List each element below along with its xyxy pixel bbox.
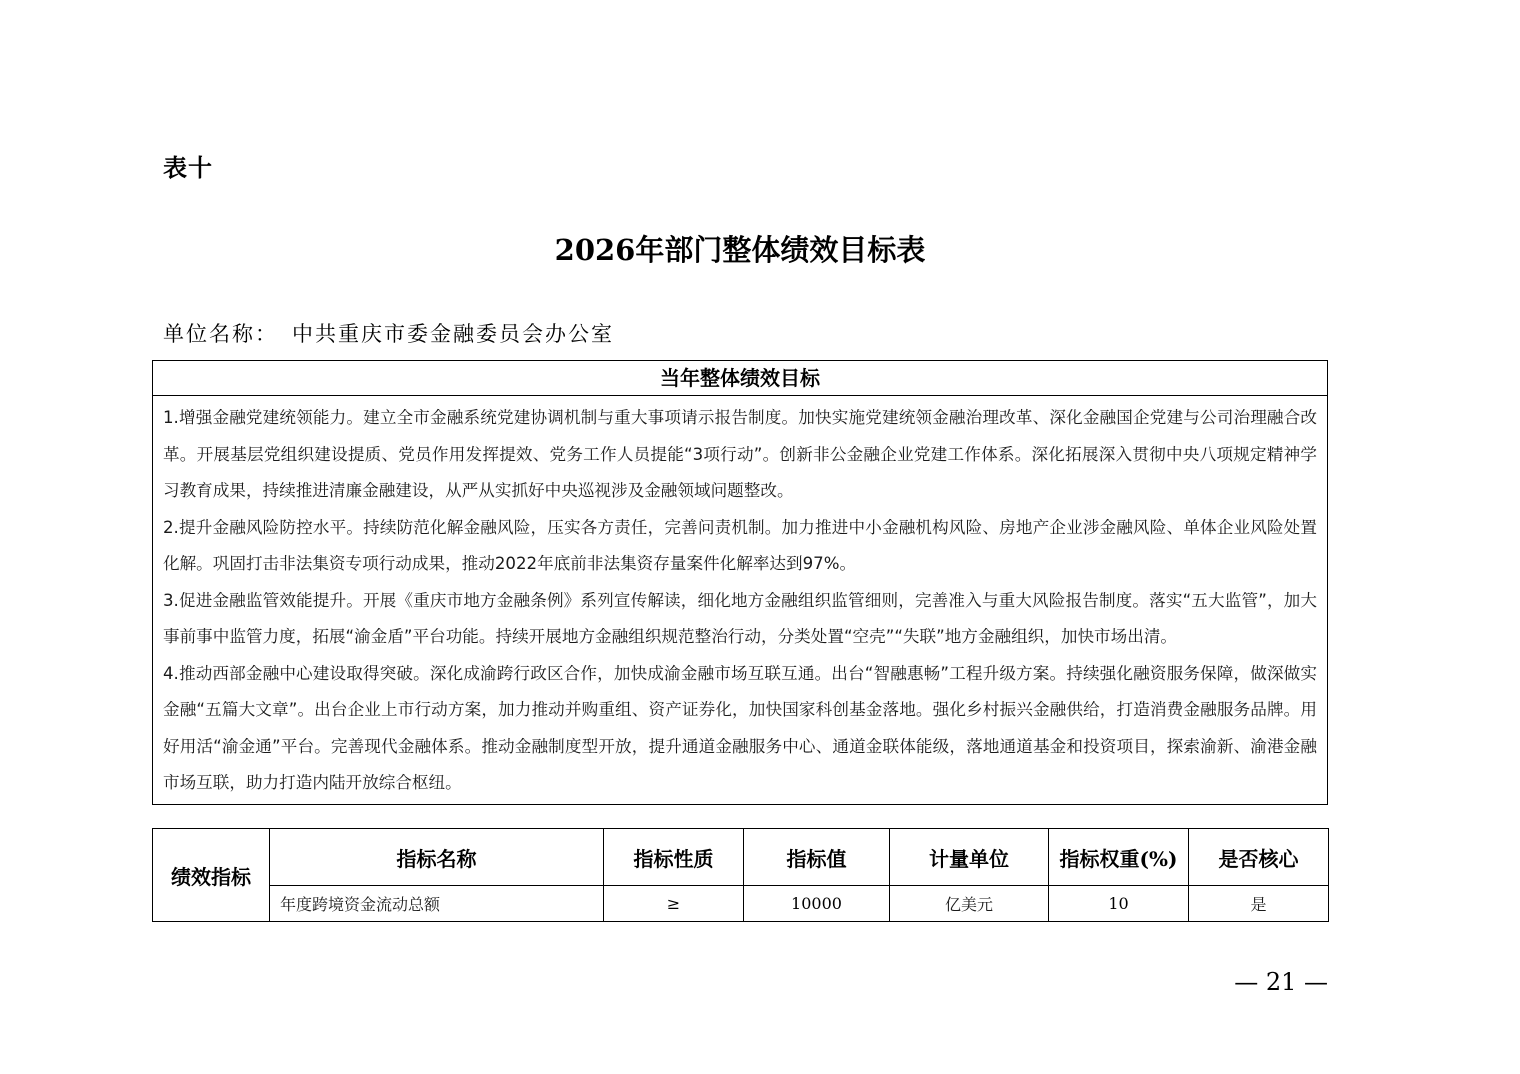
column-header-core: 是否核心 (1189, 829, 1329, 886)
metric-value-cell: 10000 (744, 886, 890, 922)
goal-paragraph-4: 4.推动西部金融中心建设取得突破。深化成渝跨行政区合作，加快成渝金融市场互联互通。出台“智融惠畅”工程升级方案。持续强化融资服务保障，做深做实金融“五篇大文章”。出台企业上市行动方案，加力推动并购重组、资产证券化，加快国家科创基金落地。强化乡村振兴金融供给，打造消费金融服务品牌。用好用活“渝金通”平台。完善现代金融体系。推动金融制度型开放，提升通道金融服务中心、通道金联体能级，落地通道基金和投资项目，探索渝新、渝港金融市场互联，助力打造内陆开放综合枢纽。 (163, 663, 1317, 792)
metrics-header-row (153, 829, 1329, 886)
unit-name: 中共重庆市委金融委员会办公室 (292, 322, 614, 346)
annual-goals-section (152, 360, 1328, 805)
metrics-row-header: 绩效指标 (153, 829, 270, 922)
annual-goals-header: 当年整体绩效目标 (153, 361, 1327, 396)
metric-unit-cell: 亿美元 (890, 886, 1049, 922)
unit-label: 单位名称： (163, 322, 278, 346)
performance-metrics-table (152, 828, 1329, 922)
column-header-unit: 计量单位 (890, 829, 1049, 886)
goal-paragraph-2: 2.提升金融风险防控水平。持续防范化解金融风险，压实各方责任，完善问责机制。加力推进中小金融机构风险、房地产企业涉金融风险、单体企业风险处置化解。巩固打击非法集资专项行动成果，推动2022年底前非法集资存量案件化解率达到97%。 (163, 517, 1317, 573)
table-row (153, 886, 1329, 922)
column-header-nature: 指标性质 (604, 829, 744, 886)
document-title: 2026年部门整体绩效目标表 (554, 233, 926, 267)
metric-name-cell: 年度跨境资金流动总额 (270, 886, 604, 922)
goal-paragraph-3: 3.促进金融监管效能提升。开展《重庆市地方金融条例》系列宣传解读，细化地方金融组织监管细则，完善准入与重大风险报告制度。落实“五大监管”，加大事前事中监管力度，拓展“渝金盾”平台功能。持续开展地方金融组织规范整治行动，分类处置“空壳”“失联”地方金融组织，加快市场出清。 (163, 590, 1317, 646)
metric-weight-cell: 10 (1049, 886, 1189, 922)
goal-paragraph-1: 1.增强金融党建统领能力。建立全市金融系统党建协调机制与重大事项请示报告制度。加快实施党建统领金融治理改革、深化金融国企党建与公司治理融合改革。开展基层党组织建设提质、党员作用发挥提效、党务工作人员提能“3项行动”。创新非公金融企业党建工作体系。深化拓展深入贯彻中央八项规定精神学习教育成果，持续推进清廉金融建设，从严从实抓好中央巡视涉及金融领域问题整改。 (163, 408, 1317, 500)
page-number: — 21 — (1234, 968, 1328, 996)
metric-core-cell: 是 (1189, 886, 1329, 922)
metric-nature-cell: ≥ (604, 886, 744, 922)
annual-goals-body (153, 396, 1327, 804)
table-label: 表十 (163, 153, 213, 182)
column-header-name: 指标名称 (270, 829, 604, 886)
column-header-weight: 指标权重(%) (1049, 829, 1189, 886)
unit-line (163, 318, 614, 348)
column-header-value: 指标值 (744, 829, 890, 886)
